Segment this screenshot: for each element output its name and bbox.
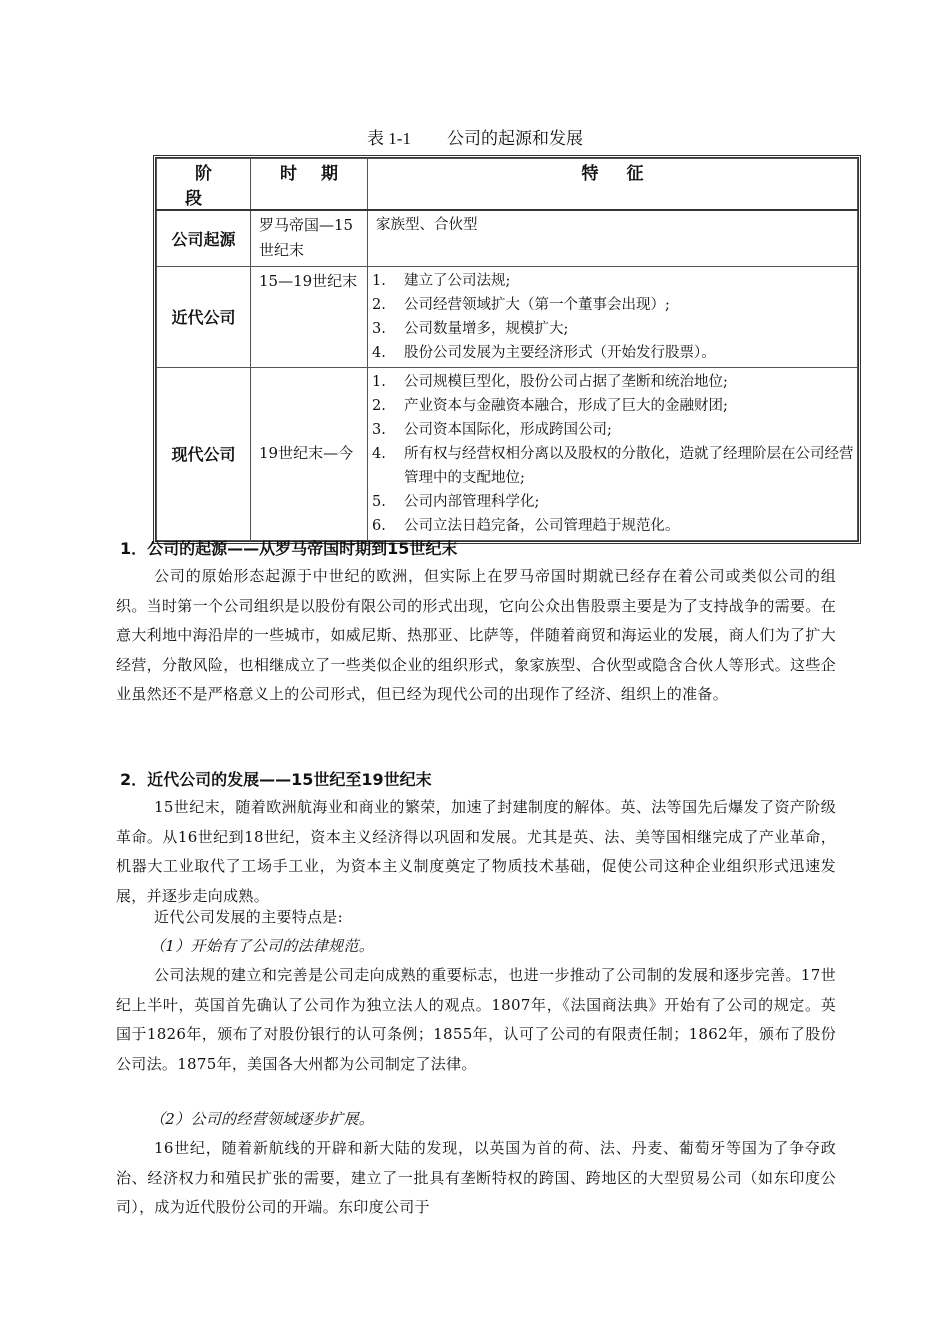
table-row — [157, 210, 858, 266]
section-2-paragraph-1: 15世纪末，随着欧洲航海业和商业的繁荣，加速了封建制度的解体。英、法等国先后爆发了资产阶级革命。从16世纪到18世纪，资本主义经济得以巩固和发展。尤其是英、法、美等国相继完成了产业革命，机器大工业取代了工场手工业，为资本主义制度奠定了物质技术基础，促使公司这种企业组织形式迅速发展，并逐步走向成熟。 — [116, 798, 836, 905]
feature-item: 3. 公司资本国际化，形成跨国公司; — [372, 421, 612, 438]
table-caption — [0, 124, 950, 149]
stage-cell: 近代公司 — [157, 266, 251, 367]
history-table — [153, 155, 861, 544]
section-1-paragraph: 公司的原始形态起源于中世纪的欧洲，但实际上在罗马帝国时期就已经存在着公司或类似公司的组织。当时第一个公司组织是以股份有限公司的形式出现，它向公众出售股票主要是为了支持战争的需要。在意大利地中海沿岸的一些城市，如威尼斯、热那亚、比萨等，伴随着商贸和海运业的发展，商人们为了扩大经营，分散风险，也相继成立了一些类似企业的组织形式，象家族型、合伙型或隐含合伙人等形式。这些企业虽然还不是严格意义上的公司形式，但已经为现代公司的出现作了经济、组织上的准备。 — [116, 567, 836, 703]
point-1-title: （1）开始有了公司的法律规范。 — [150, 937, 375, 955]
feature-item: 2. 产业资本与金融资本融合，形成了巨大的金融财团; — [372, 397, 728, 414]
feature-item: 5. 公司内部管理科学化; — [372, 493, 540, 510]
stage-cell: 现代公司 — [157, 367, 251, 540]
features-cell: 家族型、合伙型 — [368, 210, 858, 266]
feature-item: 6. 公司立法日趋完备，公司管理趋于规范化。 — [372, 517, 680, 534]
features-cell — [368, 367, 858, 540]
header-features: 特征 — [368, 159, 858, 211]
feature-item: 2. 公司经营领域扩大（第一个董事会出现）; — [372, 296, 670, 313]
table-header-row — [157, 159, 858, 211]
feature-item: 3. 公司数量增多，规模扩大; — [372, 320, 569, 337]
period-cell: 15—19世纪末 — [251, 266, 368, 367]
feature-item: 1. 公司规模巨型化，股份公司占据了垄断和统治地位; — [372, 373, 728, 390]
stage-cell: 公司起源 — [157, 210, 251, 266]
period-cell: 19世纪末—今 — [251, 367, 368, 540]
period-cell: 罗马帝国—15世纪末 — [251, 210, 368, 266]
section-2-heading: 2．近代公司的发展——15世纪至19世纪末 — [120, 770, 432, 789]
features-cell — [368, 266, 858, 367]
table-row — [157, 367, 858, 540]
point-1-text: 公司法规的建立和完善是公司走向成熟的重要标志，也进一步推动了公司制的发展和逐步完善。17世纪上半叶，英国首先确认了公司作为独立法人的观点。1807年，《法国商法典》开始有了公司的规定。英国于1826年，颁布了对股份银行的认可条例；1855年，认可了公司的有限责任制；1862年，颁布了股份公司法。1875年，美国各大州都为公司制定了法律。 — [116, 966, 836, 1073]
point-2-text: 16世纪，随着新航线的开辟和新大陆的发现，以英国为首的荷、法、丹麦、葡萄牙等国为了争夺政治、经济权力和殖民扩张的需要，建立了一批具有垄断特权的跨国、跨地区的大型贸易公司（如东印度公司），成为近代股份公司的开端。东印度公司于 — [116, 1139, 836, 1216]
feature-item: 4. 股份公司发展为主要经济形式（开始发行股票）。 — [372, 344, 716, 361]
header-stage: 阶段 — [157, 159, 251, 211]
table-caption-title: 公司的起源和发展 — [446, 129, 583, 149]
section-2-paragraph-2: 近代公司发展的主要特点是: — [154, 908, 343, 926]
point-2-title: （2）公司的经营领域逐步扩展。 — [150, 1110, 375, 1128]
feature-item: 1. 建立了公司法规; — [372, 272, 511, 289]
header-period: 时期 — [251, 159, 368, 211]
table-caption-number: 表 1-1 — [367, 129, 411, 148]
table-row — [157, 266, 858, 367]
feature-item: 4. 所有权与经营权相分离以及股权的分散化，造就了经理阶层在公司经营管理中的支配地位; — [372, 445, 854, 486]
section-1-heading: 1．公司的起源——从罗马帝国时期到15世纪末 — [120, 539, 458, 558]
